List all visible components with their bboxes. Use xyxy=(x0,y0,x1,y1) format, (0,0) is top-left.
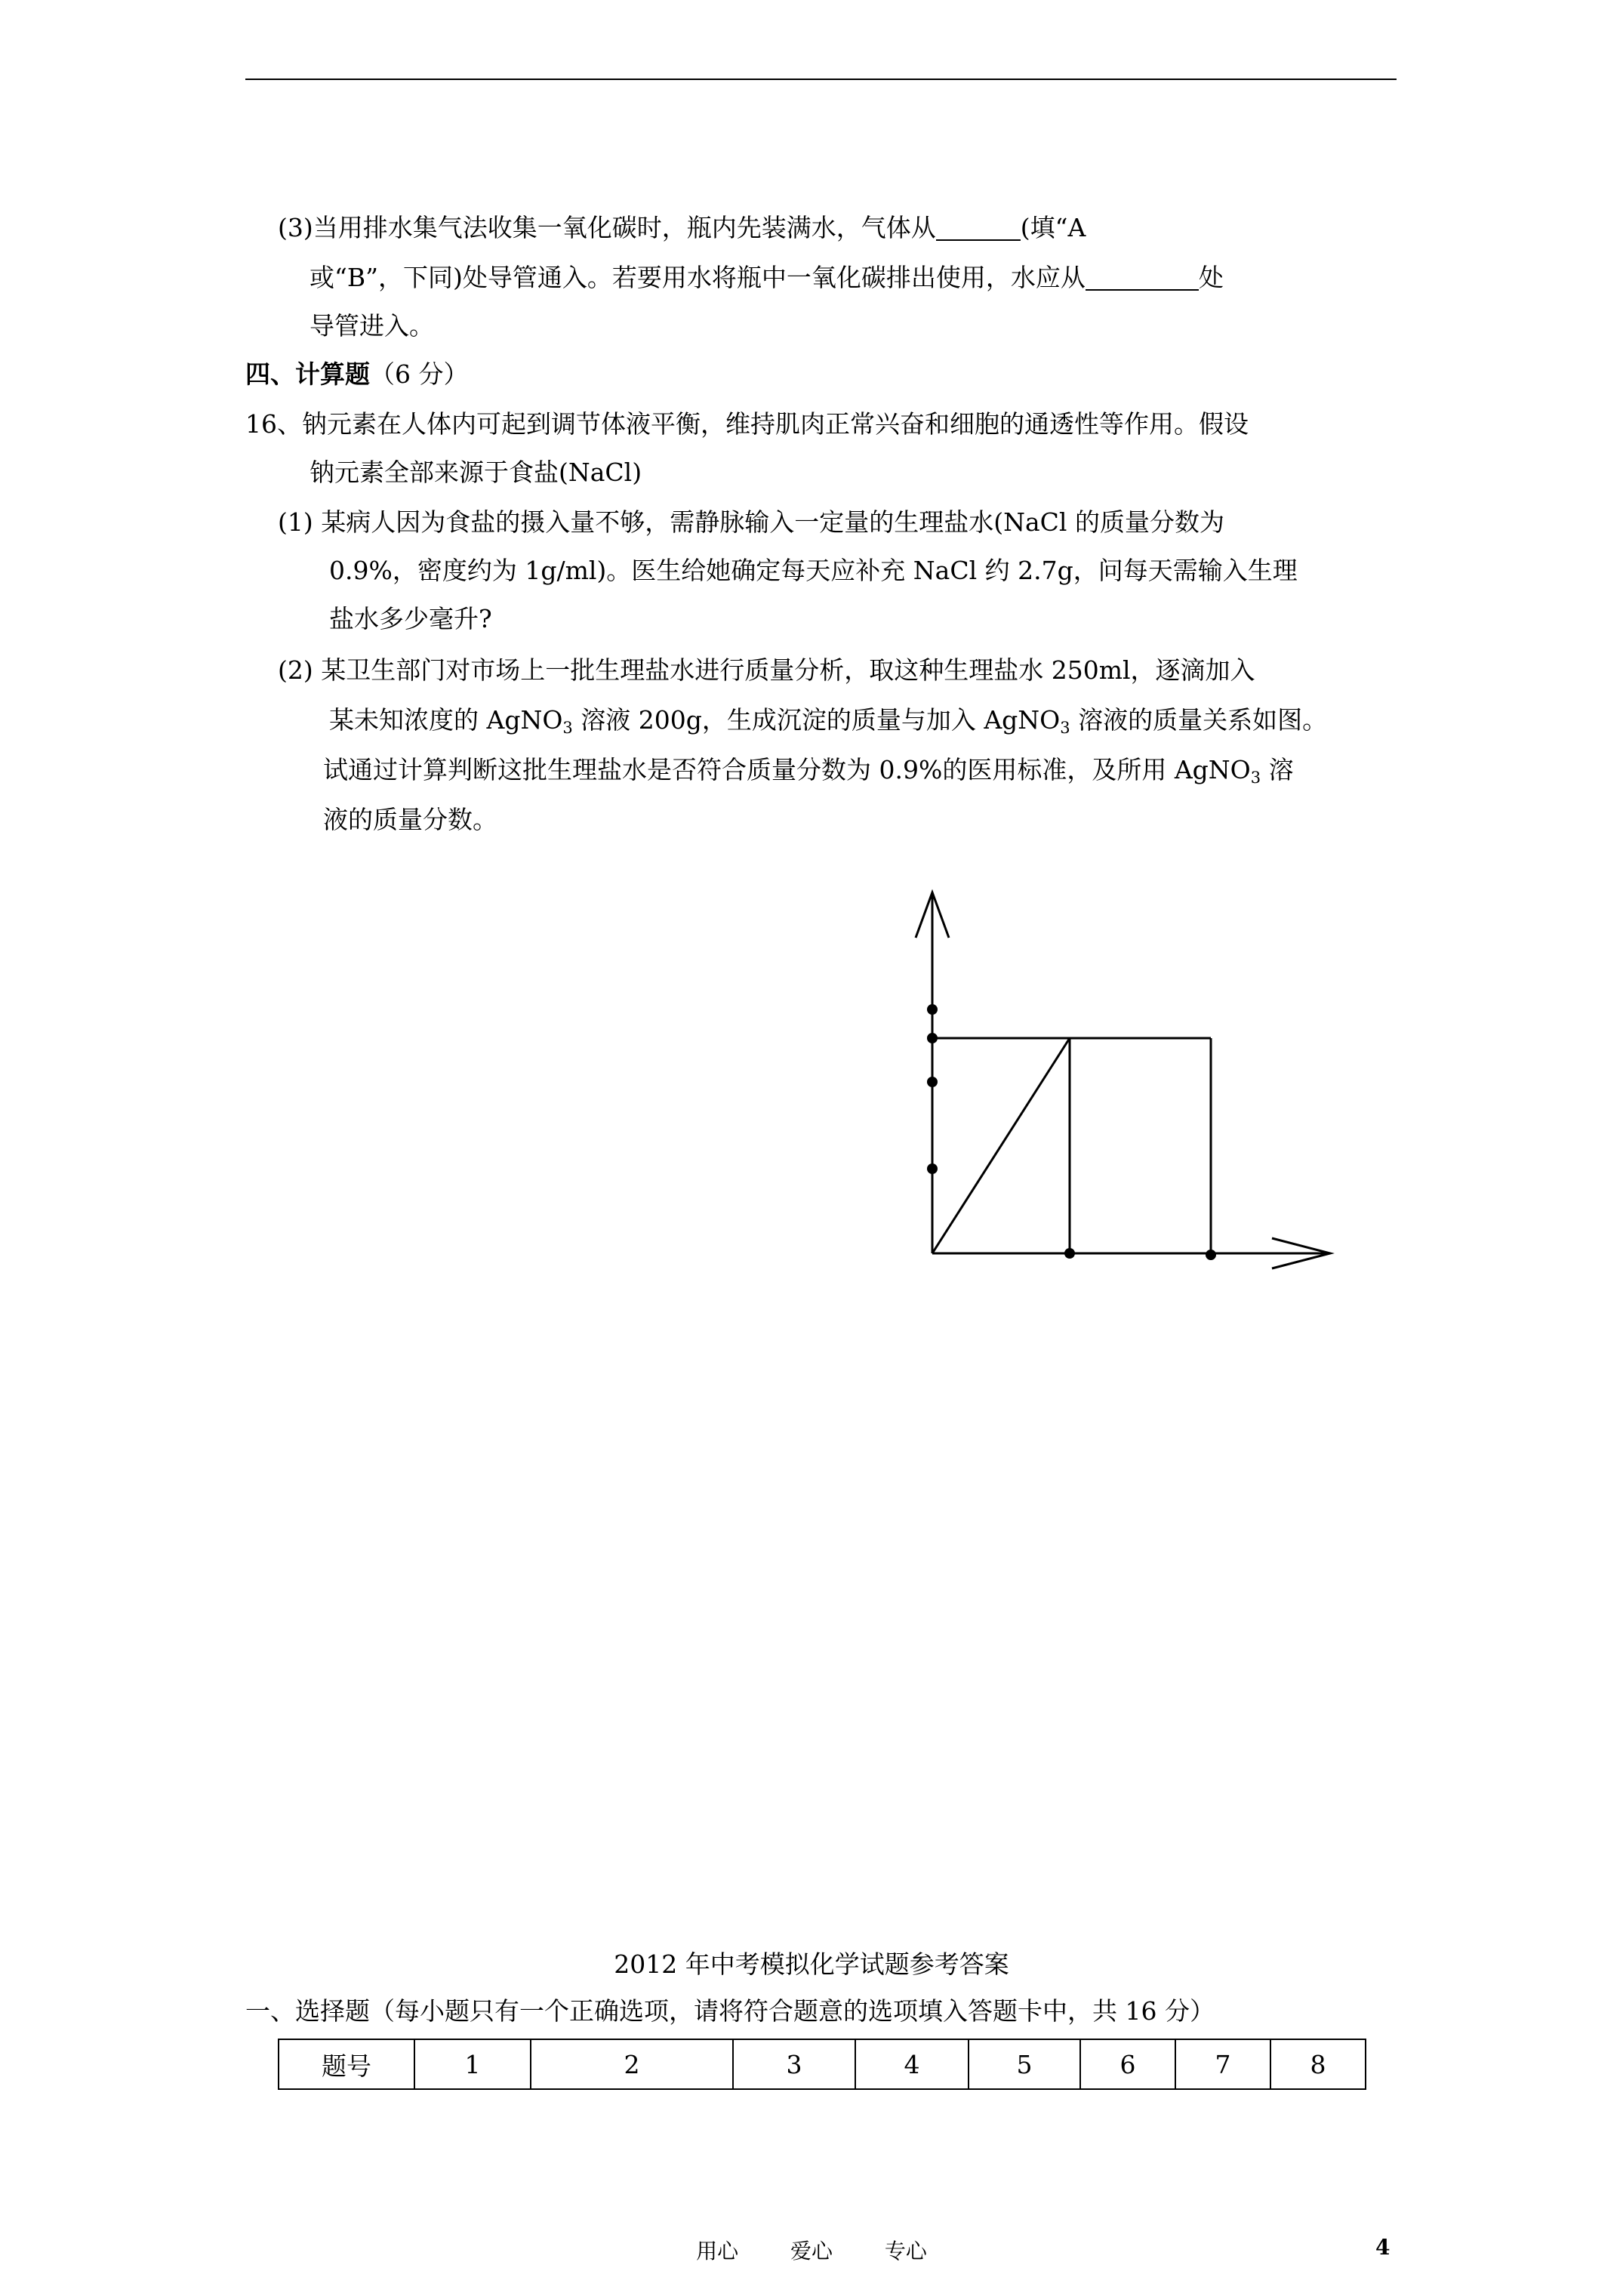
q16-part2-line4: 液的质量分数。 xyxy=(323,805,497,834)
answer-blank[interactable] xyxy=(936,214,1021,241)
y-tick-dot xyxy=(927,1033,938,1043)
page-number: 4 xyxy=(1375,2235,1390,2260)
table-row xyxy=(279,2039,1366,2089)
q16-part1-line2: 0.9%，密度约为 1g/ml)。医生给她确定每天应补充 NaCl 约 2.7g，问每天需输入生理 xyxy=(329,556,1298,585)
table-cell: 2 xyxy=(531,2039,733,2089)
answer-blank[interactable] xyxy=(1086,264,1199,291)
x-tick-dot xyxy=(1064,1248,1075,1259)
table-cell: 3 xyxy=(733,2039,855,2089)
table-cell: 题号 xyxy=(279,2039,414,2089)
q15-3-line2: 或“B”，下同)处导管通入。若要用水将瓶中一氧化碳排出使用，水应从 处 xyxy=(310,263,1224,292)
table-cell: 5 xyxy=(969,2039,1080,2089)
y-tick-dot xyxy=(927,1004,938,1015)
answer-section1-heading: 一、选择题（每小题只有一个正确选项，请将符合题意的选项填入答题卡中，共 16 分） xyxy=(245,1996,1215,2026)
page-footer: 用心 爱心 专心 xyxy=(696,2239,927,2264)
q16-stem-line1: 16、钠元素在人体内可起到调节体液平衡，维持肌肉正常兴奋和细胞的通透性等作用。假设 xyxy=(245,409,1249,439)
y-tick-dot xyxy=(927,1077,938,1087)
q16-stem-line2: 钠元素全部来源于食盐(NaCl) xyxy=(310,458,642,487)
table-cell: 4 xyxy=(855,2039,969,2089)
q15-3-line3: 导管进入。 xyxy=(310,311,434,341)
table-cell: 8 xyxy=(1270,2039,1366,2089)
answer-title: 2012 年中考模拟化学试题参考答案 xyxy=(614,1949,1009,1979)
y-tick-dot xyxy=(927,1163,938,1174)
q16-part2-line1: (2) 某卫生部门对市场上一批生理盐水进行质量分析，取这种生理盐水 250ml，逐滴加入 xyxy=(278,655,1255,685)
q15-3-line1: (3)当用排水集气法收集一氧化碳时，瓶内先装满水，气体从 (填“A xyxy=(278,213,1086,242)
header-rule xyxy=(245,79,1397,80)
table-cell: 1 xyxy=(414,2039,531,2089)
q16-part2-line3: 试通过计算判断这批生理盐水是否符合质量分数为 0.9%的医用标准，及所用 AgNO$_3$ 溶 xyxy=(323,755,1294,787)
rising-line xyxy=(932,1038,1070,1253)
precipitate-mass-graph-icon xyxy=(891,883,1344,1306)
section-heading: 四、计算题（6 分） xyxy=(245,359,469,389)
answer-table xyxy=(278,2039,1366,2090)
q16-part2-line2: 某未知浓度的 AgNO$_3$ 溶液 200g，生成沉淀的质量与加入 AgNO$_3$ 溶液的质量关系如图。 xyxy=(329,705,1328,737)
q16-part1-line1: (1) 某病人因为食盐的摄入量不够，需静脉输入一定量的生理盐水(NaCl 的质量分数为 xyxy=(278,507,1224,537)
table-cell: 7 xyxy=(1175,2039,1270,2089)
table-cell: 6 xyxy=(1080,2039,1175,2089)
x-tick-dot xyxy=(1206,1250,1216,1260)
q16-part1-line3: 盐水多少毫升? xyxy=(329,604,492,633)
